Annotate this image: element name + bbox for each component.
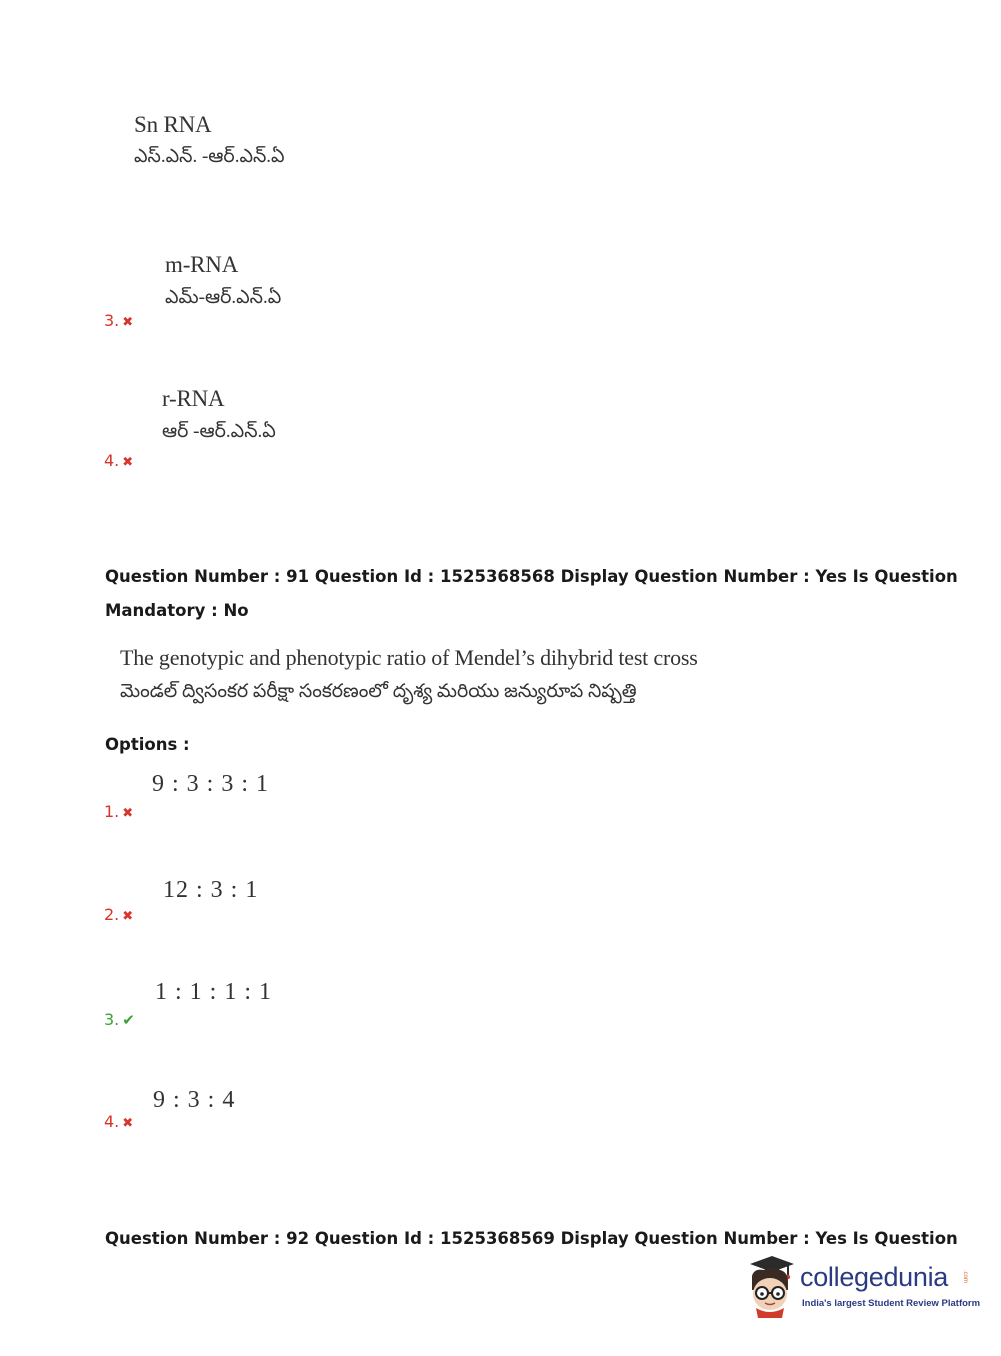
- option-value: 9 : 3 : 4: [153, 1087, 236, 1113]
- option-number: [104, 802, 133, 821]
- wrong-icon: ✖: [122, 1116, 134, 1131]
- option-image-text-en: m-RNA: [165, 252, 239, 277]
- option-number-label: 4.: [104, 451, 120, 470]
- question-text-te: మెండల్ ద్విసంకర పరీక్షా సంకరణంలో దృశ్య మరియు జన్యురూప నిష్పత్తి: [120, 681, 637, 702]
- wrong-icon: ✖: [122, 315, 134, 330]
- option-number-label: 4.: [104, 1112, 120, 1131]
- question-header: Question Number : 91 Question Id : 1525368568 Display Question Number : Yes Is Question: [105, 567, 958, 586]
- option-image-text-te: ఎమ్-ఆర్.ఎన్.ఏ: [165, 287, 282, 308]
- option-value: 1 : 1 : 1 : 1: [155, 979, 273, 1005]
- logo-name: collegedunia: [800, 1262, 949, 1292]
- option-number: [104, 905, 133, 924]
- logo-suffix: .com: [962, 1270, 968, 1284]
- option-value: 12 : 3 : 1: [163, 877, 259, 903]
- option-image-text-en: r-RNA: [162, 386, 225, 411]
- question-text-en: The genotypic and phenotypic ratio of Mendel’s dihybrid test cross: [120, 645, 698, 670]
- mascot-icon: [742, 1250, 800, 1320]
- option-number-label: 3.: [104, 311, 120, 330]
- option-number: [104, 1112, 133, 1131]
- option-number: [104, 451, 133, 470]
- option-value: 9 : 3 : 3 : 1: [152, 771, 270, 797]
- wrong-icon: ✖: [122, 806, 134, 821]
- question-header: Question Number : 92 Question Id : 1525368569 Display Question Number : Yes Is Question: [105, 1229, 958, 1248]
- collegedunia-logo: [742, 1250, 981, 1320]
- wrong-icon: ✖: [122, 455, 134, 470]
- question-header-mandatory: Mandatory : No: [105, 601, 249, 620]
- option-number: [104, 1010, 135, 1029]
- options-label: Options :: [105, 735, 190, 754]
- logo-tagline: India's largest Student Review Platform: [802, 1298, 981, 1309]
- option-number: [104, 311, 133, 330]
- checkmark-icon: ✔: [122, 1011, 135, 1029]
- option-image-text-te: ఎస్.ఎన్. -ఆర్.ఎన్.ఏ: [134, 146, 285, 167]
- option-image-text-te: ఆర్ -ఆర్.ఎన్.ఏ: [162, 421, 276, 442]
- option-number-label: 1.: [104, 802, 120, 821]
- option-number-label: 3.: [104, 1010, 120, 1029]
- option-number-label: 2.: [104, 905, 120, 924]
- wrong-icon: ✖: [122, 909, 134, 924]
- option-image-text-en: Sn RNA: [134, 112, 212, 137]
